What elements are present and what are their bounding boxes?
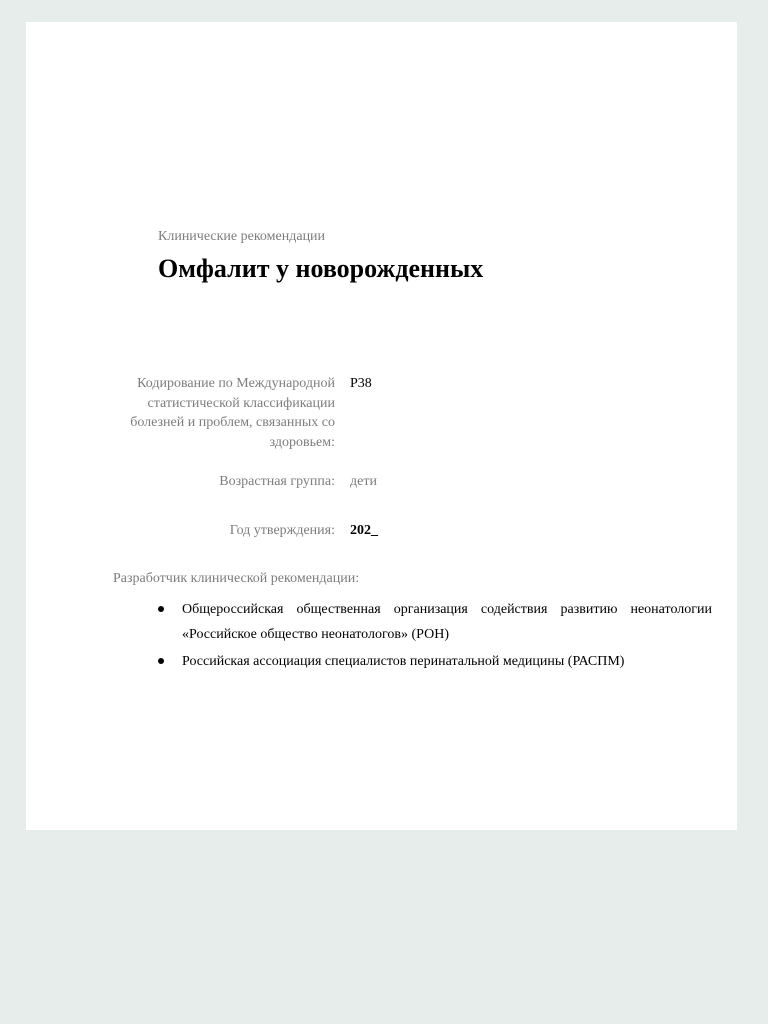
developer-name: Общероссийская общественная организация содействия развитию неонатологии «Российское общество неонатологов» (РОН) [182,602,712,642]
developer-name: Российская ассоциация специалистов перинатальной медицины (РАСПМ) [182,654,625,669]
age-group-value: дети [350,474,377,489]
approval-year-value: 202_ [350,523,378,538]
developers-list [156,597,712,676]
developer-item [156,597,712,647]
developers-heading: Разработчик клинической рекомендации: [113,571,360,586]
document-page [26,22,737,830]
age-group-label: Возрастная группа: [219,474,335,489]
approval-year-label: Год утверждения: [229,523,335,538]
icd-code-value: P38 [350,376,372,391]
bullet-icon [158,658,164,664]
document-title: Омфалит у новорожденных [158,254,484,283]
icd-code-label: Кодирование по Международной статистической классификации болезней и проблем, связанных со здоровьем: [130,376,335,450]
document-subtitle: Клинические рекомендации [158,229,326,244]
developer-item [156,649,712,674]
bullet-icon [158,606,164,612]
